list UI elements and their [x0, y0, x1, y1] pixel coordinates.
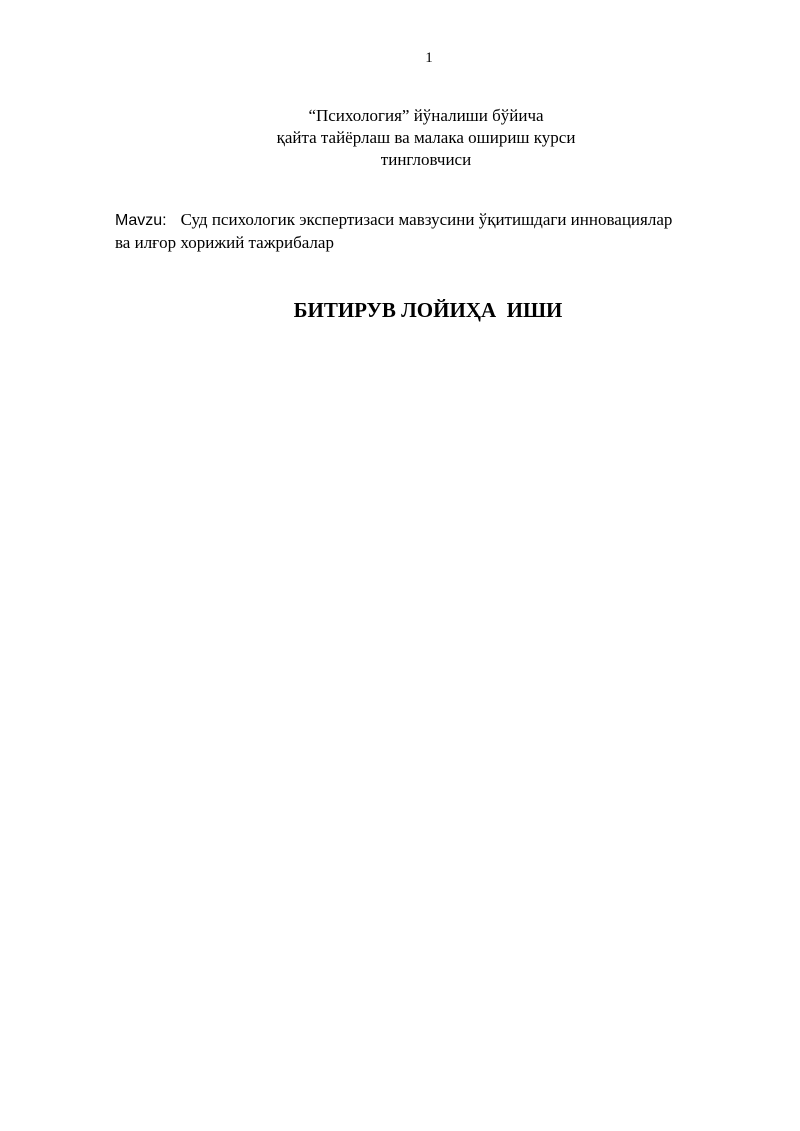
document-title: БИТИРУВ ЛОЙИҲА ИШИ	[293, 298, 563, 322]
page-number: 1	[425, 50, 433, 66]
document-header	[0, 105, 800, 171]
topic-text-part1: Суд психологик экспертизаси мавзусини ўқитишдаги инновациялар	[180, 210, 673, 229]
topic-label: Mavzu:	[115, 212, 167, 229]
topic-line-2: ва илғор хорижий тажрибалар	[115, 233, 334, 252]
header-line-course: қайта тайёрлаш ва малака ошириш курси	[276, 128, 576, 147]
topic-line-1	[115, 209, 755, 232]
topic-block	[115, 209, 755, 254]
header-line-specialty: “Психология” йўналиши бўйича	[308, 106, 544, 125]
header-line-student: тингловчиси	[380, 150, 472, 169]
